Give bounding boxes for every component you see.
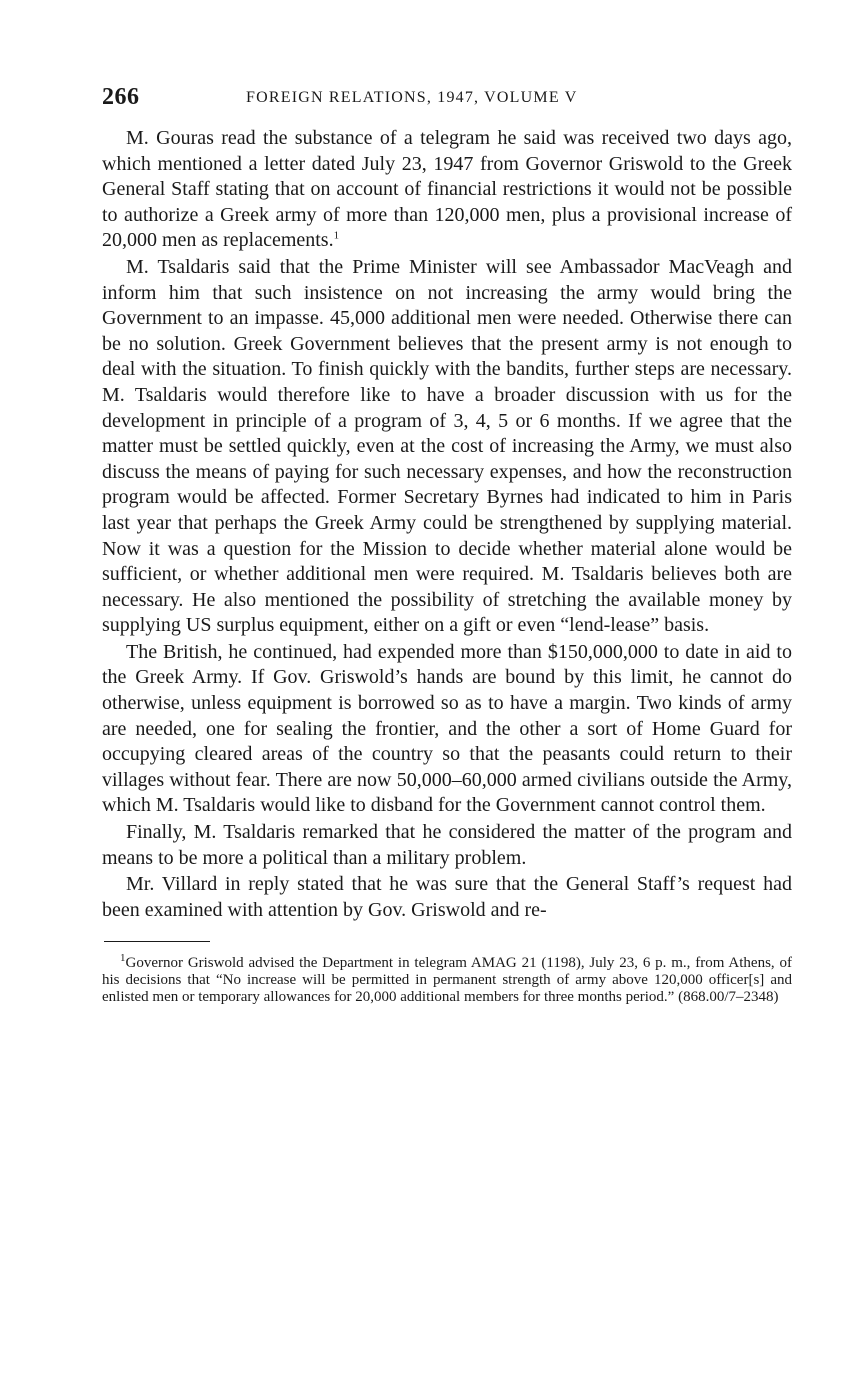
paragraph: M. Tsaldaris said that the Prime Minister will see Ambassador MacVeagh and inform him that such insistence on not increasing the army would bring the Government to an impasse. 45,000 additional men were needed. Otherwise there can be no solution. Greek Government believes that the present army is not enough to deal with the situation. To finish quickly with the bandits, further steps are necessary. M. Tsaldaris would therefore like to have a broader discussion with us for the development in principle of a program of 3, 4, 5 or 6 months. If we agree that the matter must be settled quickly, even at the cost of increasing the Army, we must also discuss the means of paying for such necessary expenses, and how the reconstruction program would be affected. Former Secretary Byrnes had indicated to him in Paris last year that perhaps the Greek Army could be strengthened by supplying material. Now it was a question for the Mission to decide whether material alone would be sufficient, or whether additional men were required. M. Tsaldaris believes both are necessary. He also mentioned the possibility of stretching the available money by supplying US surplus equipment, either on a gift or even “lend-lease” basis. — [102, 255, 792, 637]
paragraph-text: M. Gouras read the substance of a telegram he said was received two days ago, which mentioned a letter dated July 23, 1947 from Governor Griswold to the Greek General Staff stating that on account of financial restrictions it would not be possible to authorize a Greek army of more than 120,000 men, plus a provisional increase of 20,000 men as replacements. — [102, 127, 792, 252]
footnote-marker: 1 — [120, 952, 126, 965]
footnote — [102, 952, 792, 1006]
paragraph: Mr. Villard in reply stated that he was sure that the General Staff’s request had been examined with attention by Gov. Griswold and re- — [102, 873, 792, 921]
footnote-reference: 1 — [333, 229, 340, 242]
running-head: FOREIGN RELATIONS, 1947, VOLUME V — [246, 89, 578, 106]
paragraph: Finally, M. Tsaldaris remarked that he considered the matter of the program and means to be more a political than a military problem. — [102, 821, 792, 869]
page-content — [102, 84, 792, 1006]
footnote-divider — [104, 941, 210, 942]
paragraph: The British, he continued, had expended more than $150,000,000 to date in aid to the Greek Army. If Gov. Griswold’s hands are bound by this limit, he cannot do otherwise, unless equipment is borrowed so as to have a margin. Two kinds of army are needed, one for sealing the frontier, and the other a sort of Home Guard for occupying cleared areas of the country so that the peasants could return to their villages without fear. There are now 50,000–60,000 armed civilians outside the Army, which M. Tsaldaris would like to disband for the Government cannot control them. — [102, 640, 792, 817]
page-header — [102, 84, 792, 114]
footnote-text: Governor Griswold advised the Department in telegram AMAG 21 (1198), July 23, 6 p. m., from Athens, of his decisions that “No increase will be permitted in permanent strength of army above 120,000 officer[s] and enlisted men or temporary allowances for 20,000 additional members for three months period.” (868.00/7–2348) — [102, 955, 792, 1006]
paragraph — [102, 126, 792, 254]
page-number: 266 — [102, 84, 140, 110]
body-text — [102, 126, 792, 923]
